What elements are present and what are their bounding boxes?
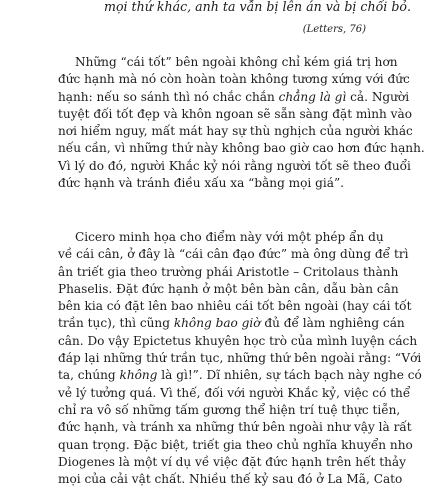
paragraph-1 — [58, 54, 425, 192]
text-line: đáp lại những thứ trần tục, những thứ bên ngoài rằng: “Với — [58, 351, 422, 366]
text-line: Vì lý do đó, người Khắc kỷ nói rằng người tốt sẽ theo đuổi — [58, 158, 411, 173]
text-line: nếu cần, vì những thứ này không bao giờ cao hơn đức hạnh. — [58, 141, 425, 156]
quote-continuation: mọi thứ khác, anh ta vẫn bị lên án và bị chối bỏ. — [104, 0, 411, 14]
text-line: bên kia có đặt lên bao nhiêu cái tốt bên ngoài (hay cái tốt — [58, 299, 412, 314]
text-line: về cái cân, ở đây là “cái cân đạo đức” mà ông dùng để trì — [58, 247, 409, 262]
text-line: vẻ lý tưởng quá. Vì thế, đối với người Khắc kỷ, việc có thể — [58, 385, 411, 400]
text-line — [58, 315, 405, 332]
text-line — [58, 89, 410, 106]
text-line: Cicero minh họa cho điểm này với một phép ẩn dụ — [75, 230, 384, 244]
text-line: Những “cái tốt” bên ngoài không chỉ kém giá trị hơn — [75, 55, 398, 69]
text-line: Diogenes là một ví dụ về việc đặt đức hạnh trên hết thảy — [58, 454, 406, 469]
text-line: đức hạnh, và tránh xa những thứ bên ngoài như vậy là rất — [58, 420, 412, 435]
text-line: đức hạnh mà nó còn hoàn toàn không tương xứng với đức — [58, 72, 410, 87]
text-run: hạnh: nếu so sánh thì nó chắc chắn — [58, 89, 279, 104]
text-line: tuyệt đối tốt đẹp và khôn ngoan sẽ sẵn sàng đặt mình vào — [58, 106, 413, 121]
paragraph-2 — [58, 229, 422, 488]
emphasis: chẳng là gì — [278, 89, 347, 104]
text-line: chỉ ra vô số những tấm gương thể hiện trí tuệ thực tiễn, — [58, 402, 401, 417]
text-run: đủ để làm nghiêng cán — [260, 316, 405, 331]
text-line: cân. Do vậy Epictetus khuyên học trò của mình luyện cách — [58, 333, 418, 348]
text-line: đức hạnh và tránh điều xấu xa “bằng mọi giá”. — [58, 176, 344, 191]
emphasis: không bao giờ — [173, 316, 261, 331]
text-line — [58, 367, 422, 384]
text-run: trần tục), thì cũng — [58, 316, 174, 331]
emphasis: không — [119, 368, 158, 383]
text-run: ta, chúng — [58, 368, 120, 383]
text-line: ân triết gia theo trường phái Aristotle – Critolaus thành — [58, 264, 399, 279]
text-run: là gì!”. Dĩ nhiên, sự tách bạch này nghe có — [157, 368, 422, 383]
text-line: mọi của cải vật chất. Nhiều thế kỷ sau đó ở La Mã, Cato — [58, 472, 403, 487]
text-line: Phaselis. Đặt đức hạnh ở một bên bàn cân, dẫu bàn cân — [58, 281, 399, 296]
text-line: quan trọng. Đặc biệt, triết gia theo chủ nghĩa khuyển nho — [58, 437, 413, 452]
quote-citation: (Letters, 76) — [302, 24, 366, 35]
text-run: cả. Người — [346, 89, 410, 104]
text-line: nơi hiểm nguy, mất mát hay sự thù nghịch của người khác — [58, 124, 413, 139]
